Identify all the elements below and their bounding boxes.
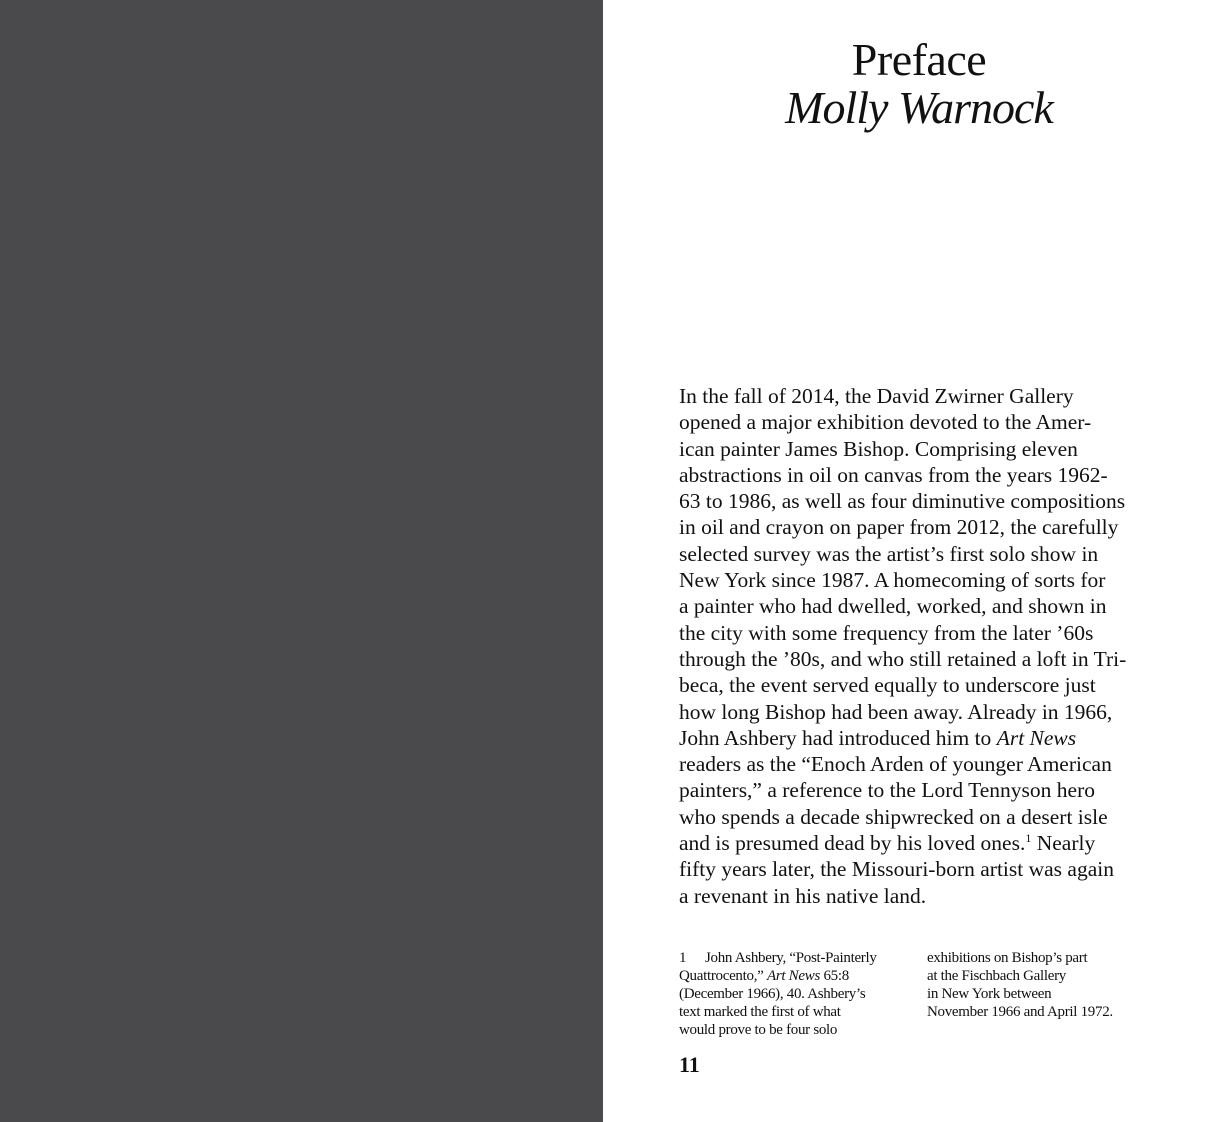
right-page — [603, 0, 1205, 1122]
body-line: ican painter James Bishop. Comprising eleven — [679, 436, 1078, 461]
footnote-text: 65:8 — [820, 968, 849, 984]
footnote-text: John Ashbery, “Post-Painterly — [705, 950, 877, 966]
footnote-column-1 — [679, 949, 915, 1039]
body-line: who spends a decade shipwrecked on a desert isle — [679, 804, 1108, 829]
body-line-text: Nearly — [1031, 831, 1096, 856]
footnote-line: at the Fischbach Gallery — [927, 968, 1066, 984]
footnote-reference: 1 — [1025, 831, 1032, 846]
body-line: the city with some frequency from the later ’60s — [679, 620, 1094, 645]
footnote-line: (December 1966), 40. Ashbery’s — [679, 986, 866, 1002]
body-line: in oil and crayon on paper from 2012, the carefully — [679, 515, 1119, 540]
footnote-line: in New York between — [927, 986, 1052, 1002]
body-line: through the ’80s, and who still retained a loft in Tri- — [679, 646, 1127, 671]
body-line: abstractions in oil on canvas from the years 1962- — [679, 462, 1108, 487]
footnote-line: November 1966 and April 1972. — [927, 1004, 1113, 1020]
heading-block — [603, 36, 1205, 132]
body-line: beca, the event served equally to underscore just — [679, 673, 1096, 698]
body-line: painters,” a reference to the Lord Tennyson hero — [679, 778, 1095, 803]
periodical-title: Art News — [996, 725, 1077, 750]
body-line: 63 to 1986, as well as four diminutive compositions — [679, 489, 1126, 514]
page-number: 11 — [679, 1052, 700, 1077]
author-name: Molly Warnock — [785, 82, 1053, 133]
footnote-line: text marked the first of what — [679, 1004, 841, 1020]
footnote-line: exhibitions on Bishop’s part — [927, 950, 1088, 966]
footnote-column-2 — [927, 949, 1149, 1021]
footnote-line — [679, 967, 915, 985]
body-line: selected survey was the artist’s first solo show in — [679, 541, 1099, 566]
body-line: a painter who had dwelled, worked, and shown in — [679, 594, 1107, 619]
body-line — [679, 831, 1095, 855]
body-line: New York since 1987. A homecoming of sorts for — [679, 568, 1106, 593]
body-line-text: John Ashbery had introduced him to — [679, 725, 997, 750]
body-line: readers as the “Enoch Arden of younger American — [679, 752, 1112, 777]
body-line: In the fall of 2014, the David Zwirner Gallery — [679, 384, 1074, 408]
footnote-number: 1 — [679, 950, 687, 966]
footnote-text: Quattrocento,” — [679, 968, 767, 984]
footnote-line — [679, 949, 915, 967]
footnote-periodical-title: Art News — [766, 968, 820, 984]
page-title: Preface — [851, 34, 987, 85]
body-line: fifty years later, the Missouri-born artist was again — [679, 857, 1114, 882]
body-line: how long Bishop had been away. Already in 1966, — [679, 699, 1113, 724]
body-line — [679, 726, 1076, 750]
footnote-line: would prove to be four solo — [679, 1022, 838, 1038]
body-line-text: and is presumed dead by his loved ones. — [679, 831, 1026, 856]
body-line: opened a major exhibition devoted to the Amer- — [679, 410, 1092, 435]
body-paragraph — [679, 383, 1162, 909]
body-line: a revenant in his native land. — [679, 883, 927, 908]
